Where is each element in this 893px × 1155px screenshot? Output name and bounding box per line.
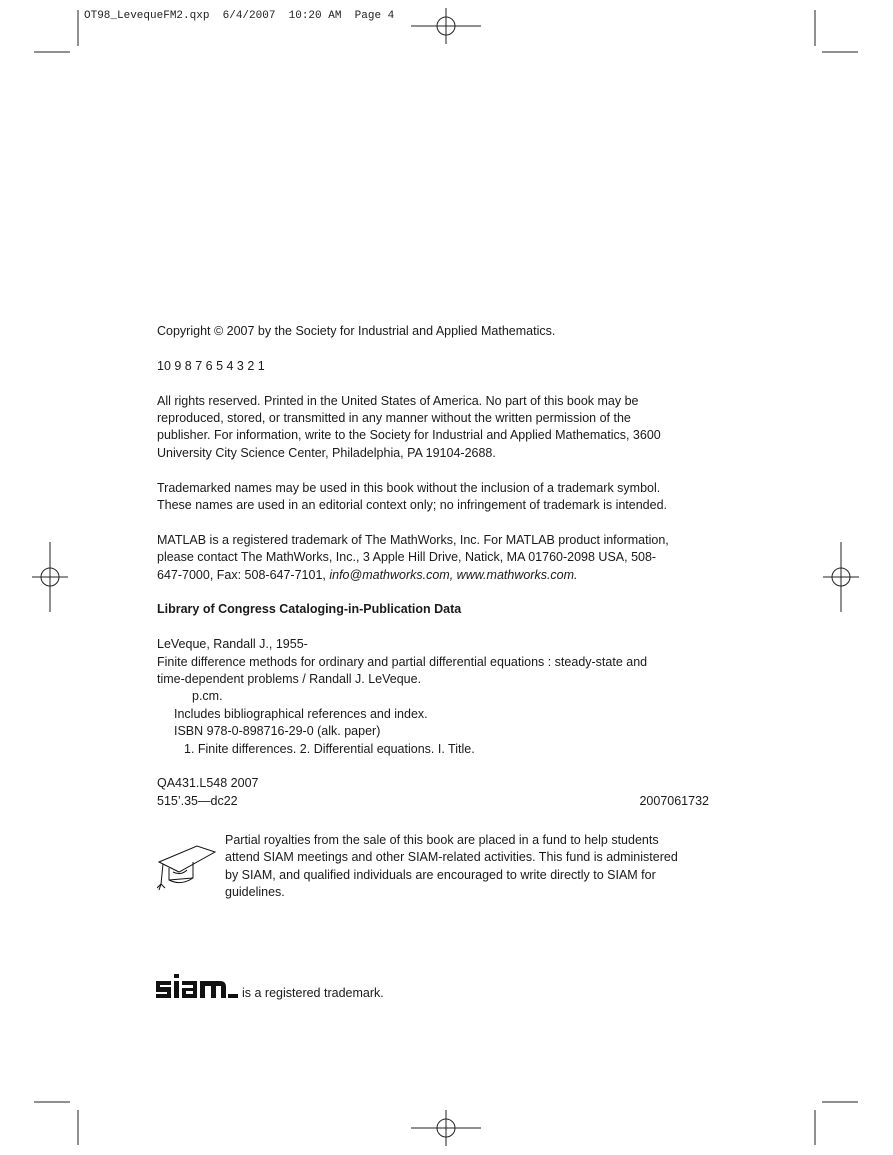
copyright-notice: Copyright © 2007 by the Society for Industrial and Applied Mathematics. <box>157 324 556 338</box>
matlab-line: please contact The MathWorks, Inc., 3 Apple Hill Drive, Natick, MA 01760-2098 USA, 508- <box>157 550 657 565</box>
trademark-line: These names are used in an editorial context only; no infringement of trademark is intended. <box>157 498 668 513</box>
classification-block <box>157 775 737 810</box>
call-number: QA431.L548 2007 <box>157 776 259 791</box>
cip-title-line: Finite difference methods for ordinary and partial differential equations : steady-state and <box>157 654 648 669</box>
cip-isbn: ISBN 978-0-898716-29-0 (alk. paper) <box>174 724 381 739</box>
cip-author: LeVeque, Randall J., 1955- <box>157 637 308 652</box>
royalty-line: by SIAM, and qualified individuals are encouraged to write directly to SIAM for <box>225 867 656 882</box>
royalty-line: attend SIAM meetings and other SIAM-related activities. This fund is administered <box>225 850 678 865</box>
printing-numbers: 10 9 8 7 6 5 4 3 2 1 <box>157 358 265 373</box>
registration-mark-left <box>32 542 68 612</box>
cip-title-line: time-dependent problems / Randall J. LeVeque. <box>157 672 422 687</box>
copyright-page-body <box>157 323 737 810</box>
royalty-notice <box>157 832 737 912</box>
rights-line: All rights reserved. Printed in the United States of America. No part of this book may be <box>157 393 639 408</box>
cip-includes: Includes bibliographical references and index. <box>174 706 428 721</box>
royalty-text <box>225 832 730 902</box>
siam-trademark-text: is a registered trademark. <box>242 986 384 1000</box>
rights-line: reproduced, stored, or transmitted in any manner without the written permission of the <box>157 411 631 425</box>
graduation-cap-icon <box>157 840 221 900</box>
matlab-line: 647-7000, Fax: 508-647-7101, <box>157 567 330 582</box>
cip-record <box>157 636 737 758</box>
trademark-line: Trademarked names may be used in this book without the inclusion of a trademark symbol. <box>157 480 661 495</box>
rights-line: University City Science Center, Philadelphia, PA 19104-2688. <box>157 445 496 460</box>
lccn-number: 2007061732 <box>639 793 709 808</box>
classification-row <box>157 793 709 810</box>
matlab-contact-links: info@mathworks.com, www.mathworks.com. <box>329 567 578 582</box>
registration-mark-top <box>411 8 481 44</box>
printer-slug-line: OT98_LevequeFM2.qxp 6/4/2007 10:20 AM Page 4 <box>84 10 395 22</box>
registration-mark-bottom <box>411 1110 481 1146</box>
siam-logo <box>156 972 238 1000</box>
rights-line: publisher. For information, write to the Society for Industrial and Applied Mathematics, 3600 <box>157 428 661 443</box>
royalty-line: guidelines. <box>225 885 285 900</box>
cip-subjects: 1. Finite differences. 2. Differential equations. I. Title. <box>184 741 475 756</box>
matlab-line: MATLAB is a registered trademark of The MathWorks, Inc. For MATLAB product information, <box>157 532 669 547</box>
siam-trademark-block <box>156 972 384 1002</box>
trademark-names-paragraph <box>157 480 737 515</box>
cip-pcm: p.cm. <box>192 689 223 704</box>
rights-reserved-paragraph <box>157 393 737 463</box>
royalty-line: Partial royalties from the sale of this book are placed in a fund to help students <box>225 833 659 847</box>
cip-heading: Library of Congress Cataloging-in-Publication Data <box>157 602 462 617</box>
dewey-number: 515’.35—dc22 <box>157 793 238 808</box>
registration-mark-right <box>823 542 859 612</box>
matlab-paragraph <box>157 532 737 584</box>
